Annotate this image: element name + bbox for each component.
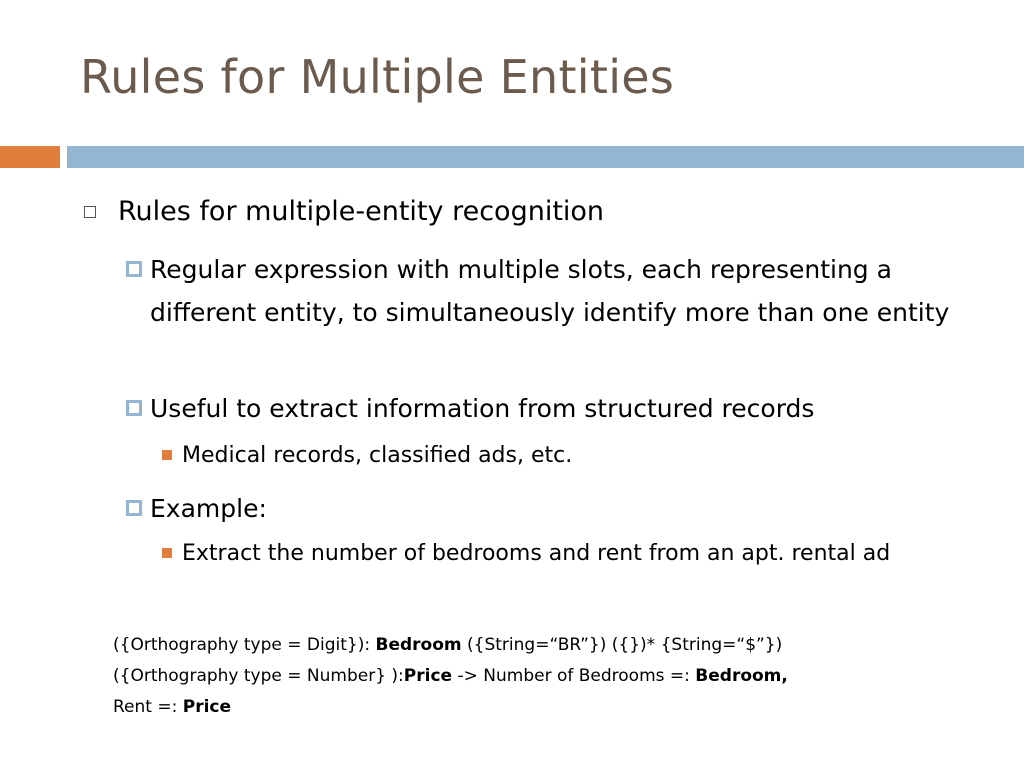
filled-square-bullet-icon xyxy=(162,450,172,460)
rule-text: ({Orthography type = Digit}): xyxy=(113,635,376,655)
rule-slot-bedroom: Bedroom, xyxy=(695,666,788,686)
example-rule-line xyxy=(113,661,963,692)
slide-title: Rules for Multiple Entities xyxy=(80,50,675,104)
rule-slot-price: Price xyxy=(182,697,232,717)
title-accent-bar-blue xyxy=(67,146,1024,168)
example-rule-line xyxy=(113,630,963,661)
rule-slot-price: Price xyxy=(403,666,453,686)
bullet-level2-item xyxy=(126,490,988,530)
bullet-level2-text: Example: xyxy=(150,494,267,523)
bullet-level3-item xyxy=(162,538,982,574)
bullet-level2-item xyxy=(126,390,988,430)
bullet-level2-text: Useful to extract information from structured records xyxy=(150,394,815,423)
title-accent-bar-orange xyxy=(0,146,60,168)
rule-text: -> Number of Bedrooms =: xyxy=(452,666,696,686)
rule-text: Rent =: xyxy=(113,697,183,717)
filled-square-bullet-icon xyxy=(162,548,172,558)
ring-square-bullet-icon xyxy=(126,261,142,277)
hollow-square-bullet-icon xyxy=(84,206,96,218)
rule-text: ({String=“BR”}) ({})* {String=“$”}) xyxy=(461,635,783,655)
example-rule-line xyxy=(113,692,963,723)
bullet-level3-text: Medical records, classified ads, etc. xyxy=(182,443,573,468)
rule-slot-bedroom: Bedroom xyxy=(375,635,462,655)
rule-text: ({Orthography type = Number} ): xyxy=(113,666,404,686)
bullet-level1-item xyxy=(84,194,984,230)
bullet-level3-item xyxy=(162,440,982,476)
bullet-level3-text: Extract the number of bedrooms and rent from an apt. rental ad xyxy=(182,541,891,566)
example-rule-block xyxy=(113,630,963,723)
bullet-level2-item xyxy=(126,251,988,334)
ring-square-bullet-icon xyxy=(126,400,142,416)
bullet-level2-text: Regular expression with multiple slots, each representing a different entity, to simultaneously identify more than one entity xyxy=(150,255,950,327)
ring-square-bullet-icon xyxy=(126,500,142,516)
bullet-level1-text: Rules for multiple-entity recognition xyxy=(118,196,605,227)
